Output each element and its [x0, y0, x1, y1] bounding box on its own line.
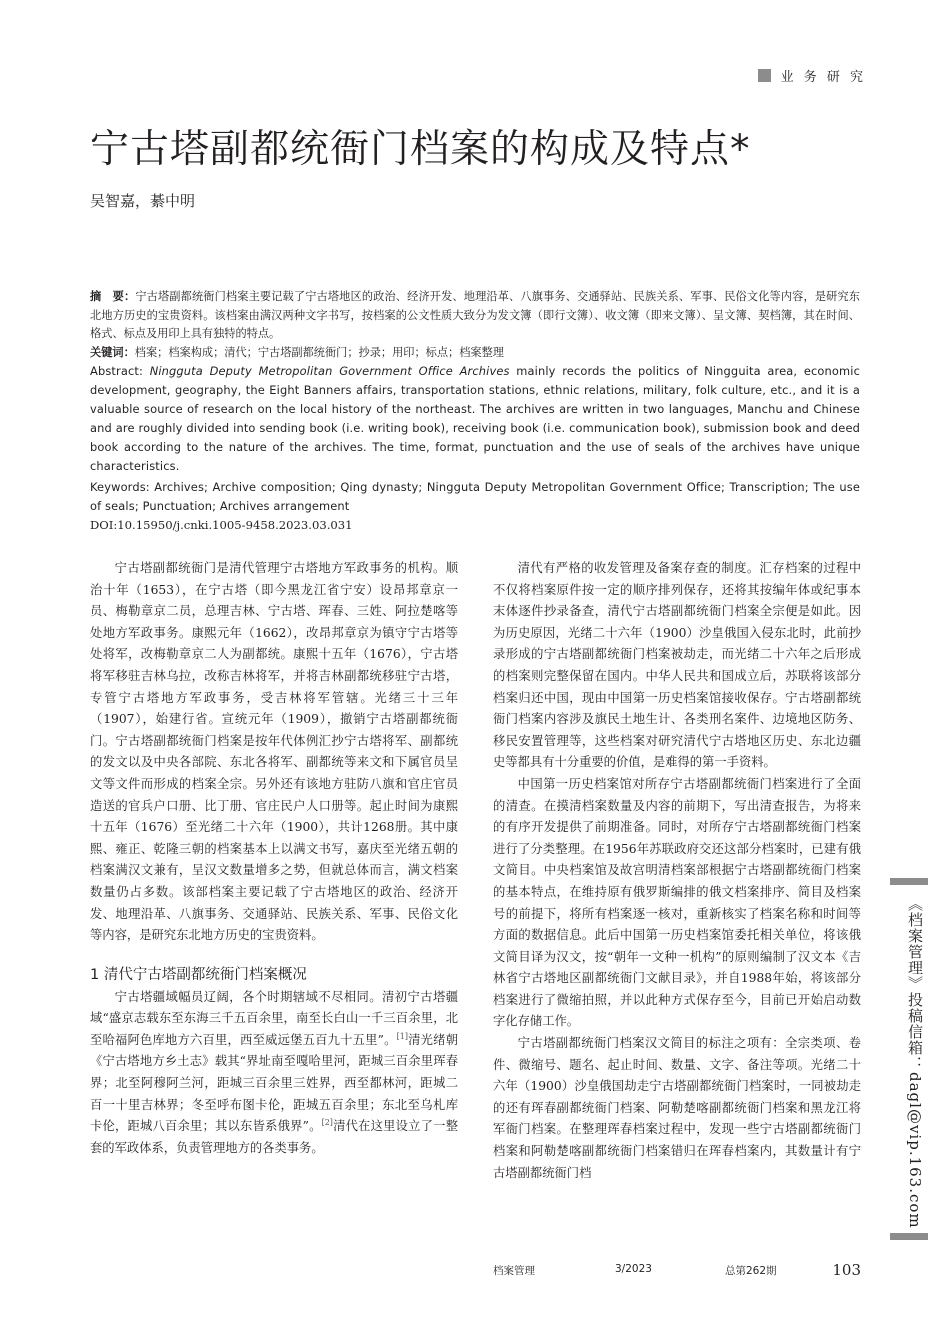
body-text: 清代在这里设立了一整套的军政体系，负责管理地方的各类事务。 — [90, 1119, 458, 1155]
body-paragraph: 宁古塔副都统衙门是清代管理宁古塔地方军政事务的机构。顺治十年（1653），在宁古塔（即今黑龙江省宁安）设昂邦章京一员、梅勒章京二员，总理吉林、宁古塔、珲春、三姓、阿拉楚喀等处地方军政事务。康熙元年（1662），改昂邦章京为镇守宁古塔等处将军，改梅勒章京二人为副都统。康熙十五年（1676），宁古塔将军移驻吉林乌拉，改称吉林将军，并将吉林副都统移驻宁古塔，专管宁古塔地方军政事务，受吉林将军管辖。光绪三十三年（1907），始建行省。宣统元年（1909），撤销宁古塔副都统衙门。宁古塔副都统衙门档案是按年代体例汇抄宁古塔将军、副都统的发文以及中央各部院、东北各将军、副都统等来文和下属官员呈文等文件而形成的档案全宗。另外还有该地方驻防八旗和官庄官员造送的官兵户口册、比丁册、官庄民户人口册等。起止时间为康熙十五年（1676）至光绪二十六年（1900），共计1268册。其中康熙、雍正、乾隆三朝的档案基本上以满文书写，嘉庆至光绪五朝的档案满汉文兼有，呈汉文数量增多之势，但就总体而言，满文档案数量仍占多数。该部档案主要记载了宁古塔地区的政治、经济开发、地理沿革、八旗事务、交通驿站、民族关系、军事、民俗文化等内容，是研究东北地方历史的宝贵资料。 — [90, 561, 458, 943]
page-number: 103 — [832, 1261, 861, 1279]
abstract-en-text: mainly records the politics of Ningguita area, economic development, geography, the Eight Banners affairs, transportation stations, ethnic relations, military, folk culture, etc., and it is a valuable source of research on the local history of the northeast. The archives are written in two languages, Manchu and Chinese and are roughly divided into sending book (i.e. writing book), receiving book (i.e. communication book), submission book and deed book according to the nature of the archives. The time, format, punctuation and the use of seals of the archives have unique characteristics. — [90, 364, 860, 473]
doi: DOI:10.15950/j.cnki.1005-9458.2023.03.031 — [90, 518, 353, 532]
sidebar-bar-bottom — [890, 1233, 928, 1240]
abstract-cn-text: 宁古塔副都统衙门档案主要记载了宁古塔地区的政治、经济开发、地理沿革、八旗事务、交通驿站、民族关系、军事、民俗文化等内容，是研究东北地方历史的宝贵资料。该档案由满汉两种文字书写，按档案的公文性质大致分为发文簿（即行文簿）、收文簿（即来文簿）、呈文簿、契档簿，其在时间、格式、标点及用印上具有独特的特点。 — [90, 290, 860, 340]
body-column-right — [493, 558, 861, 1184]
abstract-label: 摘 要： — [90, 290, 136, 303]
submission-sidebar — [890, 878, 930, 1240]
section-square-icon — [758, 69, 771, 82]
body-paragraph: 清代有严格的收发管理及备案存查的制度。汇存档案的过程中不仅将档案原件按一定的顺序排列保存，还将其按编年体或纪事本末体逐件抄录备查，清代宁古塔副都统衙门档案全宗便是如此。因为历史原因，光绪二十六年（1900）沙皇俄国入侵东北时，此前抄录形成的宁古塔副都统衙门档案被劫走，而光绪二十六年之后形成的档案则完整保留在国内。中华人民共和国成立后，苏联将该部分档案归还中国，现由中国第一历史档案馆接收保存。宁古塔副都统衙门档案内容涉及旗民土地生计、各类刑名案件、边境地区防务、移民安置管理等，这些档案对研究清代宁古塔地区历史、东北边疆史等都具有十分重要的价值，是难得的第一手资料。 — [493, 561, 861, 770]
section-heading: 1 清代宁古塔副都统衙门档案概况 — [90, 966, 307, 983]
page-footer — [493, 1261, 861, 1281]
submission-email: 《档案管理》投稿信箱：dagl@vip.163.com — [906, 896, 924, 1229]
article-title: 宁古塔副都统衙门档案的构成及特点* — [90, 127, 751, 172]
keywords-cn-text: 档案；档案构成；清代；宁古塔副都统衙门；抄录；用印；标点；档案整理 — [134, 345, 504, 359]
footer-journal: 档案管理 — [493, 1265, 535, 1277]
article-authors: 吴智嘉，綦中明 — [90, 192, 196, 210]
abstract-block — [90, 288, 860, 535]
abstract-cn — [90, 288, 860, 344]
footer-total-issue: 总第262期 — [725, 1265, 777, 1277]
citation-ref[interactable]: [2] — [321, 1118, 333, 1128]
keywords-en-label: Keywords: — [90, 480, 150, 494]
keywords-cn — [90, 344, 860, 363]
abstract-en-label: Abstract: — [90, 364, 144, 378]
citation-ref[interactable]: [1] — [396, 1031, 408, 1041]
section-label: 业 务 研 究 — [780, 70, 866, 85]
section-tag — [758, 66, 866, 85]
body-text: 清光绪朝《宁古塔地方乡土志》载其“界址南至嘎哈里河，距城三百余里珲春界；北至阿穆阿兰河，距城三百余里三姓界，西至都林河，距城二百一十里吉林界；冬至呼布图卡伦，距城五百余里；东北至乌札库卡伦，距城八百余里；其以东皆系俄界”。 — [90, 1032, 458, 1134]
body-text: 宁古塔疆域幅员辽阔，各个时期辖域不尽相同。清初宁古塔疆域“盛京志载东至东海三千五百余里，南至长白山一千三百余里，北至哈福阿色库地方六百里，西至威远堡五百九十五里”。 — [90, 989, 458, 1047]
body-column-left — [90, 558, 458, 1159]
keywords-label: 关键词： — [90, 345, 135, 359]
body-paragraph: 宁古塔副都统衙门档案汉文简目的标注之项有：全宗类项、卷件、微缩号、题名、起止时间、数量、文字、备注等项。光绪二十六年（1900）沙皇俄国劫走宁古塔副都统衙门档案时，一同被劫走的还有珲春副都统衙门档案、阿勒楚喀副都统衙门档案和黑龙江将军衙门档案。在整理珲春档案过程中，发现一些宁古塔副都统衙门档案和阿勒楚喀副都统衙门档案错归在珲春档案内，其数量计有宁古塔副都统衙门档 — [493, 1036, 861, 1180]
body-paragraph — [90, 987, 458, 1160]
abstract-en — [90, 362, 860, 476]
keywords-en — [90, 478, 860, 516]
footer-issue: 3/2023 — [615, 1263, 652, 1275]
keywords-en-text: Archives; Archive composition; Qing dynasty; Ningguta Deputy Metropolitan Government Office; Transcription; The use of seals; Punctuation; Archives arrangement — [90, 480, 860, 513]
sidebar-bar-top — [890, 878, 928, 885]
abstract-en-italic: Ningguta Deputy Metropolitan Government Office Archives — [149, 364, 510, 378]
body-paragraph: 中国第一历史档案馆对所存宁古塔副都统衙门档案进行了全面的清查。在摸清档案数量及内容的前期下，写出清查报告，为将来的有序开发提供了前期准备。同时，对所存宁古塔副都统衙门档案进行了分类整理。在1956年苏联政府交还这部分档案时，已建有俄文简目。中央档案馆及故宫明清档案部根据宁古塔副都统衙门档案的基本特点，在维持原有俄罗斯编排的俄文档案排序、简目及档案号的前提下，将所有档案逐一核对，重新核实了档案名称和时间等方面的数据信息。此后中国第一历史档案馆委托相关单位，将该俄文简目译为汉文，按“朝年一文种一机构”的原则编制了汉文本《吉林省宁古塔地区副都统衙门文献目录》，并自1988年始，将该部分档案进行了微缩拍照，并以此种方式保存至今，目前已开始启动数字化存储工作。 — [493, 776, 861, 1029]
